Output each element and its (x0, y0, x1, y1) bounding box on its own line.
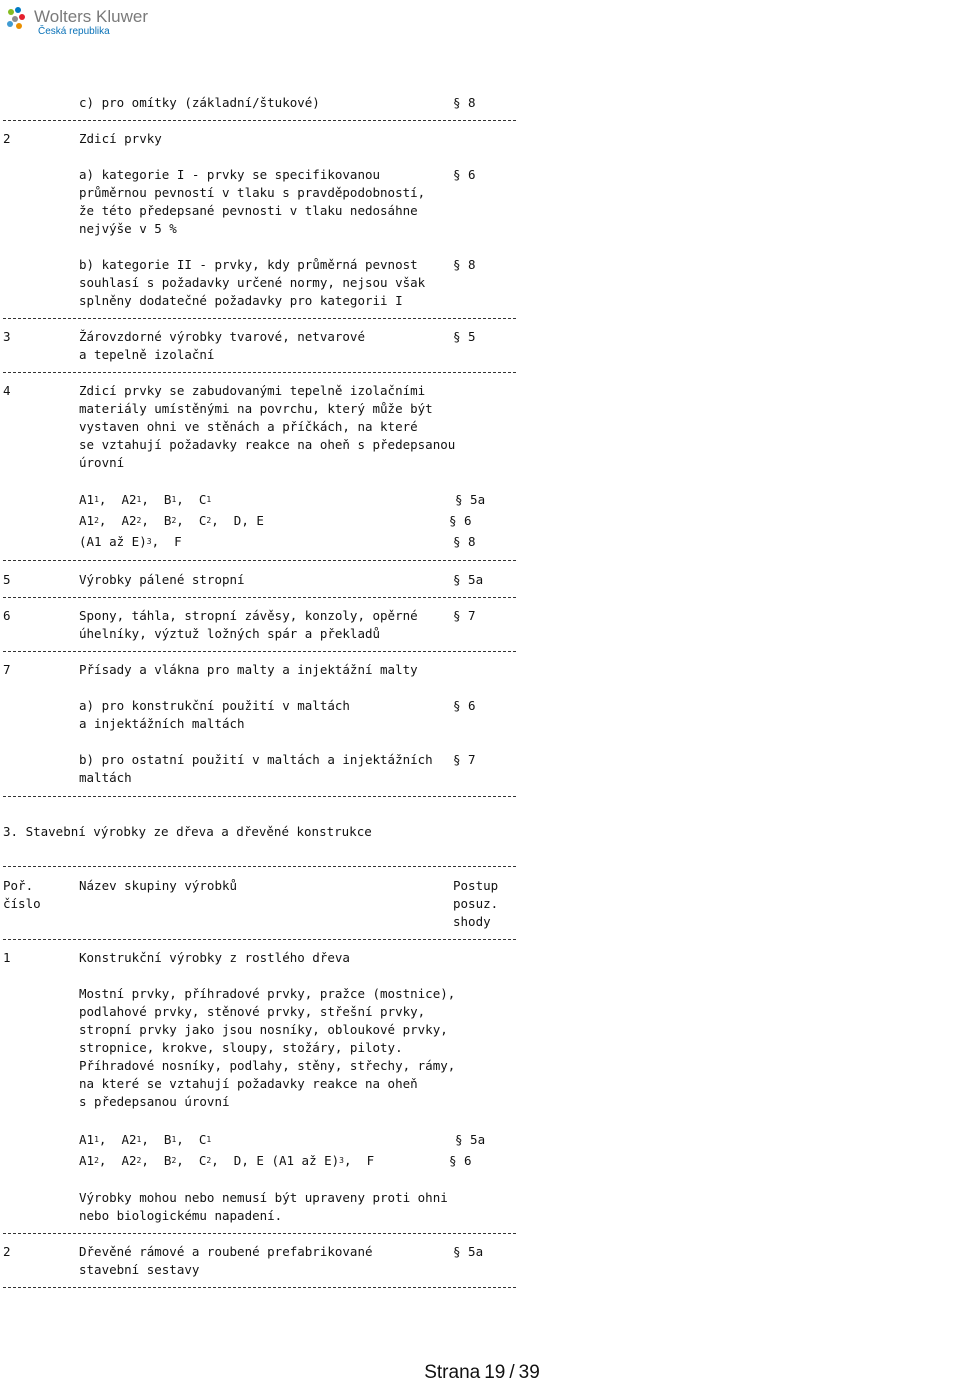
table-header-procedure: shody (453, 914, 491, 929)
dashed-rule (3, 939, 516, 940)
text-line: materiály umístěnými na povrchu, který může být (79, 401, 433, 416)
procedure-ref: § 8 (453, 257, 476, 272)
table-header-procedure: posuz. (453, 896, 499, 911)
dashed-rule (3, 597, 516, 598)
text-line: Dřevěné rámové a roubené prefabrikované (79, 1244, 373, 1259)
text-line: Výrobky mohou nebo nemusí být upraveny proti ohni (79, 1190, 448, 1205)
dashed-rule (3, 1233, 516, 1234)
text-line: nebo biologickému napadení. (79, 1208, 283, 1223)
classes-line: $A1^2$, $A2^2$, $B^2$, $C^2$, D, E (79, 513, 264, 528)
procedure-ref: § 7 (453, 608, 476, 623)
text-line: nejvýše v 5 % (79, 221, 177, 236)
procedure-ref: § 5a (453, 572, 484, 587)
text-line: a injektážních maltách (79, 716, 245, 731)
page-current: 19 (484, 1362, 506, 1383)
procedure-ref: § 8 (453, 95, 476, 110)
text-line: souhlasí s požadavky určené normy, nejsou však (79, 275, 426, 290)
text-line: c) pro omítky (základní/štukové) (79, 95, 320, 110)
classes-line: (A1 až E)$^3$, F (79, 534, 182, 549)
page-total: 39 (518, 1362, 540, 1383)
procedure-ref: § 5 (453, 329, 476, 344)
text-line: a) pro konstrukční použití v maltách (79, 698, 350, 713)
text-line: Mostní prvky, příhradové prvky, pražce (mostnice), (79, 986, 456, 1001)
dashed-rule (3, 651, 516, 652)
dashed-rule (3, 120, 516, 121)
procedure-ref: § 5a (455, 492, 486, 507)
page-label: Strana (424, 1362, 481, 1383)
row-number: 4 (3, 383, 11, 398)
text-line: Žárovzdorné výrobky tvarové, netvarové (79, 329, 365, 344)
section-heading: 3. Stavební výrobky ze dřeva a dřevěné konstrukce (3, 824, 372, 839)
classes-line: $A1^1$, $A2^1$, $B^1$, $C^1$ (79, 492, 212, 507)
row-number: 2 (3, 1244, 11, 1259)
text-line: a) kategorie I - prvky se specifikovanou (79, 167, 381, 182)
text-line: stavební sestavy (79, 1262, 200, 1277)
text-line: Spony, táhla, stropní závěsy, konzoly, opěrné (79, 608, 418, 623)
row-number: 5 (3, 572, 11, 587)
text-line: Přísady a vlákna pro malty a injektážní malty (79, 662, 418, 677)
procedure-ref: § 6 (453, 167, 476, 182)
text-line: stropnice, krokve, sloupy, stožáry, piloty. (79, 1040, 403, 1055)
row-number: 7 (3, 662, 11, 677)
dashed-rule (3, 866, 516, 867)
brand-name: Wolters Kluwer (34, 7, 148, 26)
page-footer (0, 1362, 960, 1384)
text-line: b) kategorie II - prvky, kdy průměrná pevnost (79, 257, 418, 272)
text-line: splněny dodatečné požadavky pro kategorii I (79, 293, 403, 308)
brand-region: Česká republika (38, 26, 110, 37)
dashed-rule (3, 796, 516, 797)
procedure-ref: § 6 (453, 698, 476, 713)
table-header-number: číslo (3, 896, 41, 911)
row-number: 2 (3, 131, 11, 146)
text-line: úhelníky, výztuž ložných spár a překladů (79, 626, 381, 641)
text-line: stropní prvky jako jsou nosníky, obloukové prvky, (79, 1022, 448, 1037)
dashed-rule (3, 560, 516, 561)
dashed-rule (3, 318, 516, 319)
procedure-ref: § 6 (449, 1153, 472, 1168)
table-header-procedure: Postup (453, 878, 499, 893)
row-number: 3 (3, 329, 11, 344)
text-line: Výrobky pálené stropní (79, 572, 245, 587)
text-line: se vztahují požadavky reakce na oheň s předepsanou (79, 437, 456, 452)
dashed-rule (3, 1287, 516, 1288)
classes-line: $A1^2$, $A2^2$, $B^2$, $C^2$, D, E (A1 až E)$^3$, F (79, 1153, 375, 1168)
classes-line: $A1^1$, $A2^1$, $B^1$, $C^1$ (79, 1132, 212, 1147)
row-title: Zdicí prvky (79, 131, 162, 146)
row-number: 6 (3, 608, 11, 623)
text-line: na které se vztahují požadavky reakce na oheň (79, 1076, 418, 1091)
text-line: Příhradové nosníky, podlahy, stěny, střechy, rámy, (79, 1058, 456, 1073)
row-number: 1 (3, 950, 11, 965)
dashed-rule (3, 372, 516, 373)
procedure-ref: § 8 (453, 534, 476, 549)
procedure-ref: § 6 (449, 513, 472, 528)
text-line: b) pro ostatní použití v maltách a injektážních (79, 752, 433, 767)
text-line: a tepelně izolační (79, 347, 215, 362)
procedure-ref: § 5a (453, 1244, 484, 1259)
text-line: Zdicí prvky se zabudovanými tepelně izolačními (79, 383, 426, 398)
text-line: že této předepsané pevnosti v tlaku nedosáhne (79, 203, 418, 218)
text-line: s předepsanou úrovní (79, 1094, 230, 1109)
table-header-number: Poř. (3, 878, 34, 893)
text-line: maltách (79, 770, 132, 785)
text-line: průměrnou pevností v tlaku s pravděpodobností, (79, 185, 426, 200)
procedure-ref: § 7 (453, 752, 476, 767)
procedure-ref: § 5a (455, 1132, 486, 1147)
page-separator: / (509, 1362, 515, 1383)
text-line: vystaven ohni ve stěnách a příčkách, na které (79, 419, 418, 434)
text-line: úrovní (79, 455, 125, 470)
table-header-name: Název skupiny výrobků (79, 878, 238, 893)
row-title: Konstrukční výrobky z rostlého dřeva (79, 950, 350, 965)
text-line: podlahové prvky, stěnové prvky, střešní prvky, (79, 1004, 426, 1019)
